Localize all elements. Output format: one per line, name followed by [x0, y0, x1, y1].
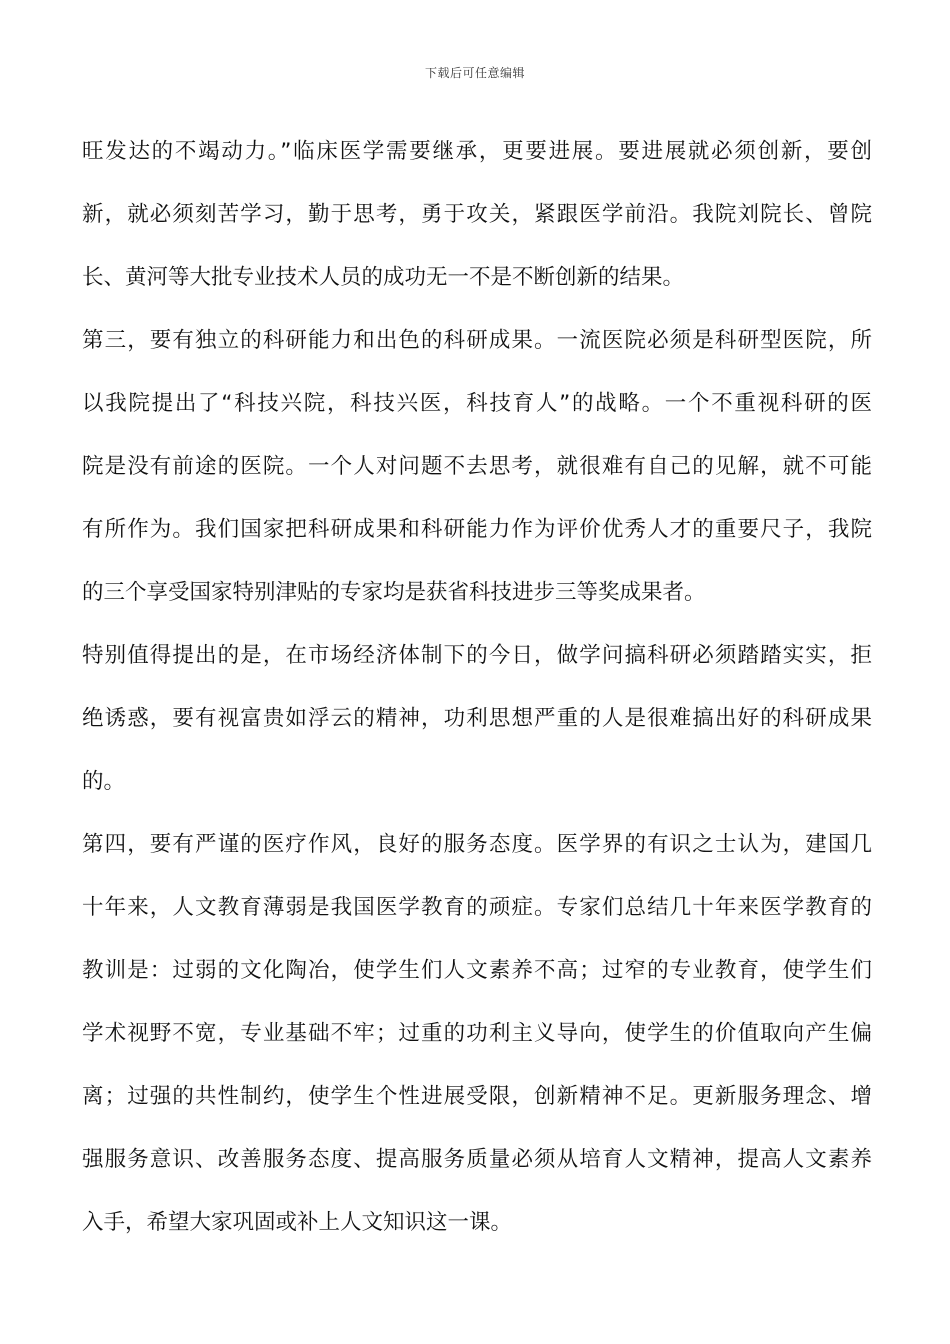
text-line-15: 学术视野不宽，专业基础不牢；过重的功利主义导向，使学生的价值取向产生偏	[82, 1021, 872, 1046]
text-line-13: 十年来，人文教育薄弱是我国医学教育的顽症。专家们总结几十年来医学教育的	[82, 895, 872, 920]
text-line-12: 第四，要有严谨的医疗作风，良好的服务态度。医学界的有识之士认为，建国几	[82, 832, 872, 857]
text-line-16: 离；过强的共性制约，使学生个性进展受限，创新精神不足。更新服务理念、增	[82, 1084, 872, 1109]
text-line-2: 新，就必须刻苦学习，勤于思考，勇于攻关，紧跟医学前沿。我院刘院长、曾院	[82, 202, 872, 227]
text-line-7: 有所作为。我们国家把科研成果和科研能力作为评价优秀人才的重要尺子，我院	[82, 517, 872, 542]
text-line-11: 的。	[82, 769, 126, 794]
text-line-5: 以我院提出了“科技兴院，科技兴医，科技育人”的战略。一个不重视科研的医	[82, 391, 872, 416]
text-line-4: 第三，要有独立的科研能力和出色的科研成果。一流医院必须是科研型医院，所	[82, 328, 872, 353]
text-line-18: 入手，希望大家巩固或补上人文知识这一课。	[82, 1210, 513, 1235]
text-line-14: 教训是：过弱的文化陶冶，使学生们人文素养不高；过窄的专业教育，使学生们	[82, 958, 872, 983]
text-line-17: 强服务意识、改善服务态度、提高服务质量必须从培育人文精神，提高人文素养	[82, 1147, 872, 1172]
text-line-3: 长、黄河等大批专业技术人员的成功无一不是不断创新的结果。	[82, 265, 685, 290]
text-line-1: 旺发达的不竭动力。”临床医学需要继承，更要进展。要进展就必须创新，要创	[82, 139, 872, 164]
text-line-9: 特别值得提出的是，在市场经济体制下的今日，做学问搞科研必须踏踏实实，拒	[82, 643, 872, 668]
text-line-10: 绝诱惑，要有视富贵如浮云的精神，功利思想严重的人是很难搞出好的科研成果	[82, 706, 872, 731]
document-body	[82, 120, 872, 1254]
text-line-8: 的三个享受国家特别津贴的专家均是获省科技进步三等奖成果者。	[82, 580, 706, 605]
page-header: 下载后可任意编辑	[424, 66, 525, 80]
text-line-6: 院是没有前途的医院。一个人对问题不去思考，就很难有自己的见解，就不可能	[82, 454, 872, 479]
